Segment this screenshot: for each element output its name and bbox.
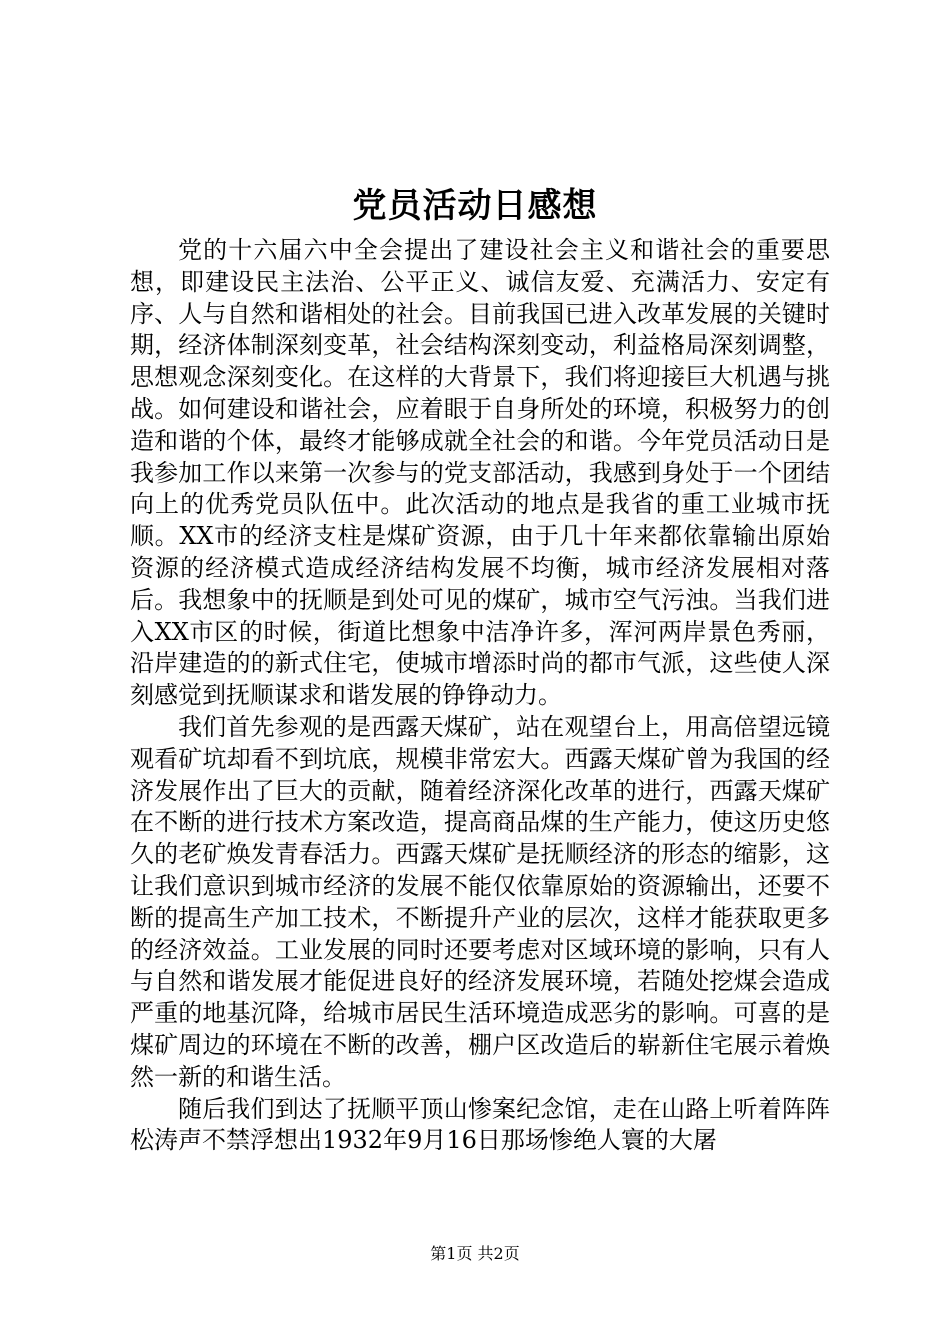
paragraph: 随后我们到达了抚顺平顶山惨案纪念馆，走在山路上听着阵阵松涛声不禁浮想出1932年9月16日那场惨绝人寰的大屠 (130, 1094, 830, 1155)
paragraph: 党的十六届六中全会提出了建设社会主义和谐社会的重要思想，即建设民主法治、公平正义、诚信友爱、充满活力、安定有序、人与自然和谐相处的社会。目前我国已进入改革发展的关键时期，经济体制深刻变革，社会结构深刻变动，利益格局深刻调整，思想观念深刻变化。在这样的大背景下，我们将迎接巨大机遇与挑战。如何建设和谐社会，应着眼于自身所处的环境，积极努力的创造和谐的个体，最终才能够成就全社会的和谐。今年党员活动日是我参加工作以来第一次参与的党支部活动，我感到身处于一个团结向上的优秀党员队伍中。此次活动的地点是我省的重工业城市抚顺。XX市的经济支柱是煤矿资源，由于几十年来都依靠输出原始资源的经济模式造成经济结构发展不均衡，城市经济发展相对落后。我想象中的抚顺是到处可见的煤矿，城市空气污浊。当我们进入XX市区的时候，街道比想象中洁净许多，浑河两岸景色秀丽，沿岸建造的的新式住宅，使城市增添时尚的都市气派，这些使人深刻感觉到抚顺谋求和谐发展的铮铮动力。 (130, 236, 830, 710)
page-number-footer: 第1页 共2页 (430, 1244, 520, 1263)
document-body (130, 235, 830, 1157)
paragraph: 我们首先参观的是西露天煤矿，站在观望台上，用高倍望远镜观看矿坑却看不到坑底，规模非常宏大。西露天煤矿曾为我国的经济发展作出了巨大的贡献，随着经济深化改革的进行，西露天煤矿在不断的进行技术方案改造，提高商品煤的生产能力，使这历史悠久的老矿焕发青春活力。西露天煤矿是抚顺经济的形态的缩影，这让我们意识到城市经济的发展不能仅依靠原始的资源输出，还要不断的提高生产加工技术，不断提升产业的层次，这样才能获取更多的经济效益。工业发展的同时还要考虑对区域环境的影响，只有人与自然和谐发展才能促进良好的经济发展环境，若随处挖煤会造成严重的地基沉降，给城市居民生活环境造成恶劣的影响。可喜的是煤矿周边的环境在不断的改善，棚户区改造后的崭新住宅展示着焕然一新的和谐生活。 (130, 712, 830, 1091)
document-title: 党员活动日感想 (352, 186, 598, 226)
